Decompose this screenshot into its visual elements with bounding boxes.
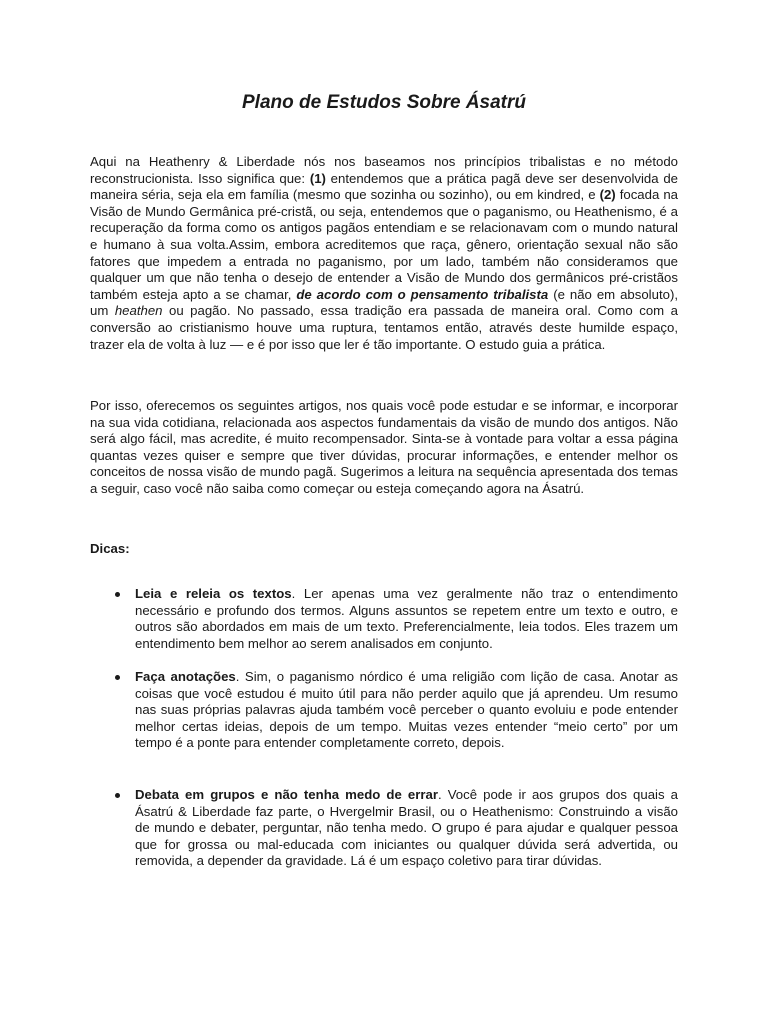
intro-paragraph	[90, 154, 678, 353]
bullet-icon	[115, 592, 120, 597]
point-two-marker: (2)	[599, 187, 616, 203]
tip-text	[135, 669, 678, 752]
intro-text-1: Aqui na Heathenry & Liberdade nós nos baseamos nos princípios tribalistas e no método reconstrucionista. Isso significa que:	[90, 154, 678, 186]
tip-lead: Leia e releia os textos	[135, 586, 292, 601]
intro-text-2: entendemos que a prática pagã deve ser desenvolvida de maneira séria, seja ela em família (mesmo que sozinha ou sozinho), ou em kindred, e	[90, 170, 678, 203]
document-title: Plano de Estudos Sobre Ásatrú	[242, 92, 526, 113]
bullet-icon	[115, 675, 120, 680]
intro-text-4: (e não em absoluto), um	[90, 286, 678, 319]
tip-lead: Faça anotações	[135, 669, 236, 684]
tip-text	[135, 787, 678, 870]
intro-text-3: focada na Visão de Mundo Germânica pré-cristã, ou seja, entendemos que o paganismo, ou Heathenismo, é a recuperação da forma como os antigos pagãos entendiam e se relacionavam com o mundo natural e humano à sua volta.Assim, embora acreditemos que raça, gênero, orientação sexual não são fatores que impedem a entrada no paganismo, por um lado, também não consideramos que qualquer um que não tenha o desejo de entender a Visão de Mundo dos germânicos pré-cristãos também esteja apto a se chamar,	[90, 187, 678, 302]
tip-text	[135, 586, 678, 652]
tip-body: . Você pode ir aos grupos dos quais a Ásatrú & Liberdade faz parte, o Hvergelmir Brasil, ou o Heathenismo: Construindo a visão de mundo e debater, perguntar, não tenha medo. O grupo é para ajudar e qualquer pessoa que for grossa ou mal-educada com iniciantes ou qualquer dúvida será advertida, ou removida, a depender da gravidade. Lá é um espaço coletivo para tirar dúvidas.	[135, 787, 678, 869]
tips-heading: Dicas:	[90, 541, 130, 556]
tip-lead: Debata em grupos e não tenha medo de errar	[135, 787, 438, 802]
intro-text-5: ou pagão. No passado, essa tradição era passada de maneira oral. Como com a conversão ao cristianismo houve uma ruptura, tentamos então, através deste humilde espaço, trazer ela de volta à luz — e é por isso que ler é tão importante. O estudo guia a prática.	[90, 303, 679, 352]
point-one-marker: (1)	[309, 170, 326, 186]
heathen-term: heathen	[114, 303, 163, 319]
emphasis-tribalist: de acordo com o pensamento tribalista	[296, 286, 549, 302]
bullet-icon	[115, 793, 120, 798]
tip-body: . Sim, o paganismo nórdico é uma religião com lição de casa. Anotar as coisas que você estudou é muito útil para não perder aquilo que já aprendeu. Um resumo nas suas próprias palavras ajuda também você perceber o quanto evoluiu e pode entender melhor certas ideias, depois de um tempo. Muitas vezes entender “meio certo” por um tempo é a ponte para entender completamente correto, depois.	[135, 669, 678, 751]
articles-paragraph: Por isso, oferecemos os seguintes artigos, nos quais você pode estudar e se informar, e incorporar na sua vida cotidiana, relacionada aos aspectos fundamentais da visão de mundo dos antigos. Não será algo fácil, mas acredite, é muito recompensador. Sinta-se à vontade para voltar a essa página quantas vezes quiser e sempre que tiver dúvidas, procurar informações, e entender melhor os conceitos de nossa visão de mundo pagã. Sugerimos a leitura na sequência apresentada dos temas a seguir, caso você não saiba como começar ou esteja começando agora na Ásatrú.	[90, 398, 678, 496]
tip-body: . Ler apenas uma vez geralmente não traz o entendimento necessário e profundo dos termos. Alguns assuntos se repetem entre um texto e outro, e outros são abordados em mais de um texto. Preferencialmente, leia todos. Eles trazem um entendimento bem melhor ao serem analisados em conjunto.	[135, 586, 678, 651]
